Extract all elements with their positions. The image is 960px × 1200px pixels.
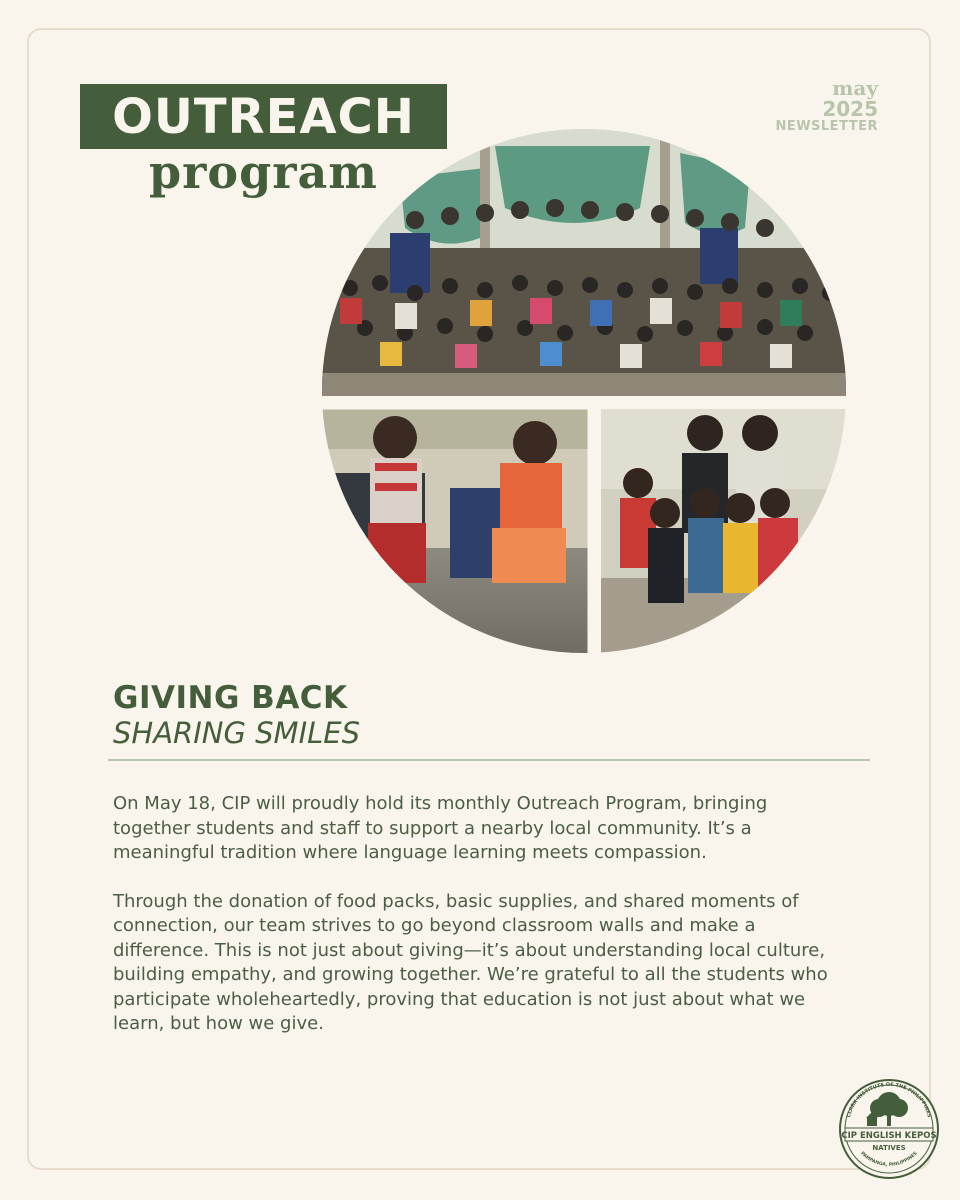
divider — [108, 759, 870, 761]
page-subtitle: program — [149, 145, 378, 199]
seal-arc-bottom: PAMPANGA, PHILIPPINES — [859, 1151, 919, 1168]
issue-year: 2025 — [822, 97, 878, 121]
seal-name: CIP ENGLISH KEPOS — [841, 1131, 937, 1141]
seal-arc-top: CLARK INSTITUTE OF THE PHILIPPINES — [845, 1081, 933, 1119]
school-seal-logo — [835, 1078, 943, 1180]
article-subheading: SHARING SMILES — [113, 716, 361, 750]
paragraph: Through the donation of food packs, basic supplies, and shared moments of connection, our team strives to go beyond classroom walls and make a difference. This is not just about giving—it’s about understanding local culture, building empathy, and growing together. We’re grateful to all the students who participate wholeheartedly, proving that education is not just about what we learn, but how we give. — [113, 890, 828, 1034]
kids-at-table-photo — [320, 409, 588, 663]
paragraph: On May 18, CIP will proudly hold its monthly Outreach Program, bringing together students and staff to support a nearby local community. It’s a meaningful tradition where language learning meets compassion. — [113, 793, 768, 863]
issue-month: may — [832, 76, 878, 100]
group-photo — [320, 128, 850, 398]
seal-sub: NATIVES — [872, 1144, 906, 1152]
issue-label: NEWSLETTER — [775, 119, 878, 134]
article-heading: GIVING BACK — [113, 680, 348, 716]
staff-with-kids-photo — [601, 409, 850, 663]
photo-collage — [320, 128, 850, 663]
issue-info — [775, 78, 878, 134]
article-body — [113, 792, 833, 1061]
page-title: OUTREACH — [80, 84, 447, 149]
